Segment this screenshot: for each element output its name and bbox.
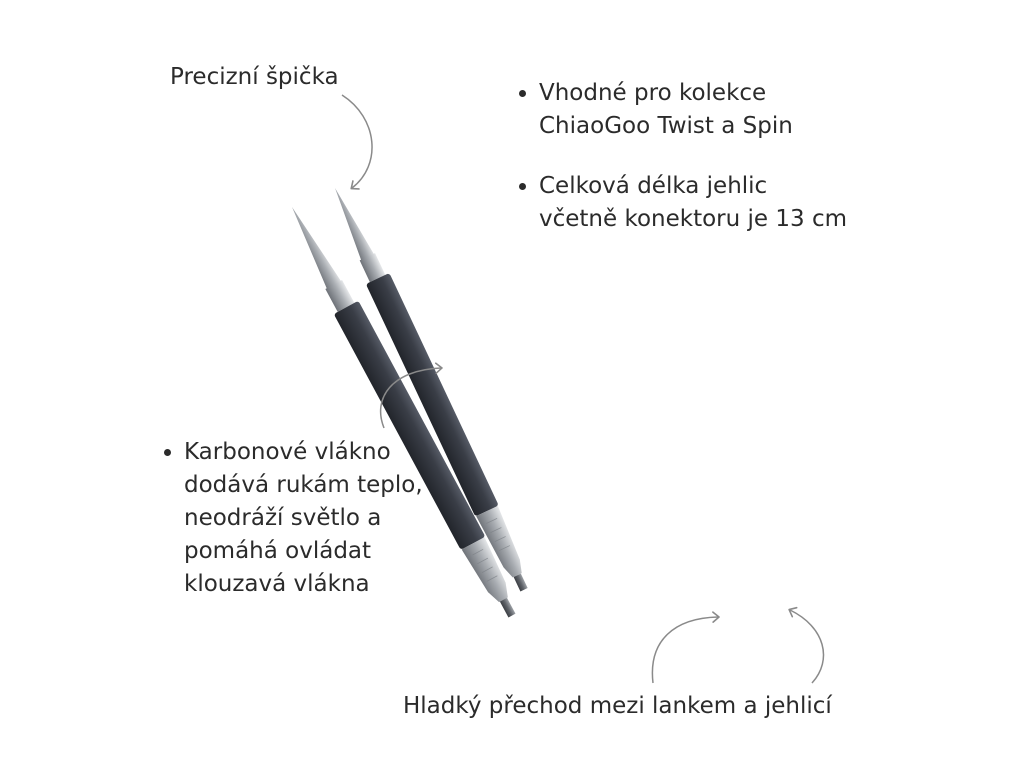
feature-item-compatibility — [539, 77, 847, 143]
carbon-line-2: dodává rukám teplo, — [184, 472, 423, 498]
carbon-list — [163, 436, 423, 601]
arrow-to-transition-left — [652, 617, 718, 683]
needle-front-connector — [500, 598, 516, 618]
carbon-line-3: neodráží světlo a — [184, 505, 382, 531]
carbon-line-1: • Karbonové vlákno — [184, 439, 391, 465]
carbon-line-5: klouzavá vlákna — [184, 571, 370, 597]
arrow-to-transition-right — [790, 610, 824, 683]
feature-length-line-2: včetně konektoru je 13 cm — [539, 206, 847, 232]
feature-compatibility-line-1: • Vhodné pro kolekce — [539, 80, 767, 106]
carbon-line-4: pomáhá ovládat — [184, 538, 372, 564]
features-list — [518, 77, 847, 236]
needle-front-point — [284, 203, 344, 294]
arrow-to-tip — [342, 95, 372, 188]
carbon-item — [184, 436, 423, 601]
feature-item-length — [539, 170, 847, 236]
tip-label: Precizní špička — [170, 64, 339, 90]
feature-compatibility-line-2: ChiaoGoo Twist a Spin — [539, 113, 793, 139]
needle-back-point — [328, 185, 377, 266]
transition-label: Hladký přechod mezi lankem a jehlicí — [403, 693, 832, 719]
feature-length-line-1: • Celková délka jehlic — [539, 173, 768, 199]
needle-back-connector — [514, 574, 528, 592]
